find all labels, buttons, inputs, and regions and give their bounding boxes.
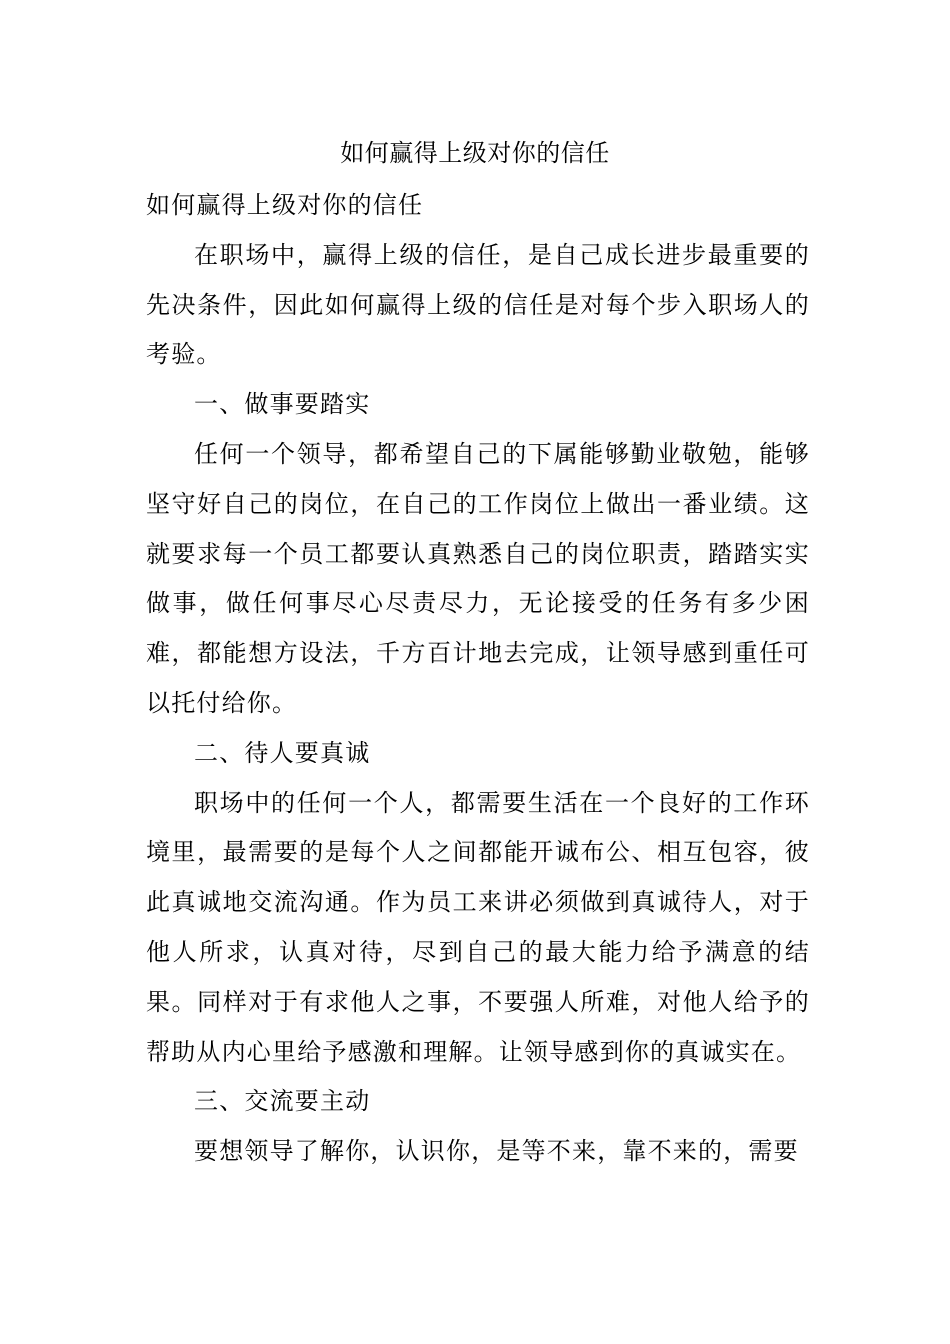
document-title: 如何赢得上级对你的信任 (340, 139, 610, 167)
section-heading-1: 一、做事要踏实 (194, 390, 371, 419)
section-heading-3: 三、交流要主动 (194, 1087, 371, 1116)
document-body (146, 181, 810, 1177)
paragraph-section-1: 任何一个领导，都希望自己的下属能够勤业敬勉，能够坚守好自己的岗位，在自己的工作岗位上做出一番业绩。这就要求每一个员工都要认真熟悉自己的岗位职责，踏踏实实做事，做任何事尽心尽责尽力，无论接受的任务有多少困难，都能想方设法，千方百计地去完成，让领导感到重任可以托付给你。 (146, 439, 810, 717)
paragraph-intro: 在职场中，赢得上级的信任，是自己成长进步最重要的先决条件，因此如何赢得上级的信任是对每个步入职场人的考验。 (146, 240, 810, 369)
paragraph-section-3: 要想领导了解你，认识你，是等不来，靠不来的，需要 (194, 1137, 799, 1166)
paragraph-subtitle: 如何赢得上级对你的信任 (146, 191, 424, 219)
paragraph-section-2: 职场中的任何一个人，都需要生活在一个良好的工作环境里，最需要的是每个人之间都能开诚布公、相互包容，彼此真诚地交流沟通。作为员工来讲必须做到真诚待人，对于他人所求，认真对待，尽到自己的最大能力给予满意的结果。同样对于有求他人之事，不要强人所难，对他人给予的帮助从内心里给予感激和理解。让领导感到你的真诚实在。 (146, 788, 810, 1066)
section-heading-2: 二、待人要真诚 (194, 738, 371, 767)
